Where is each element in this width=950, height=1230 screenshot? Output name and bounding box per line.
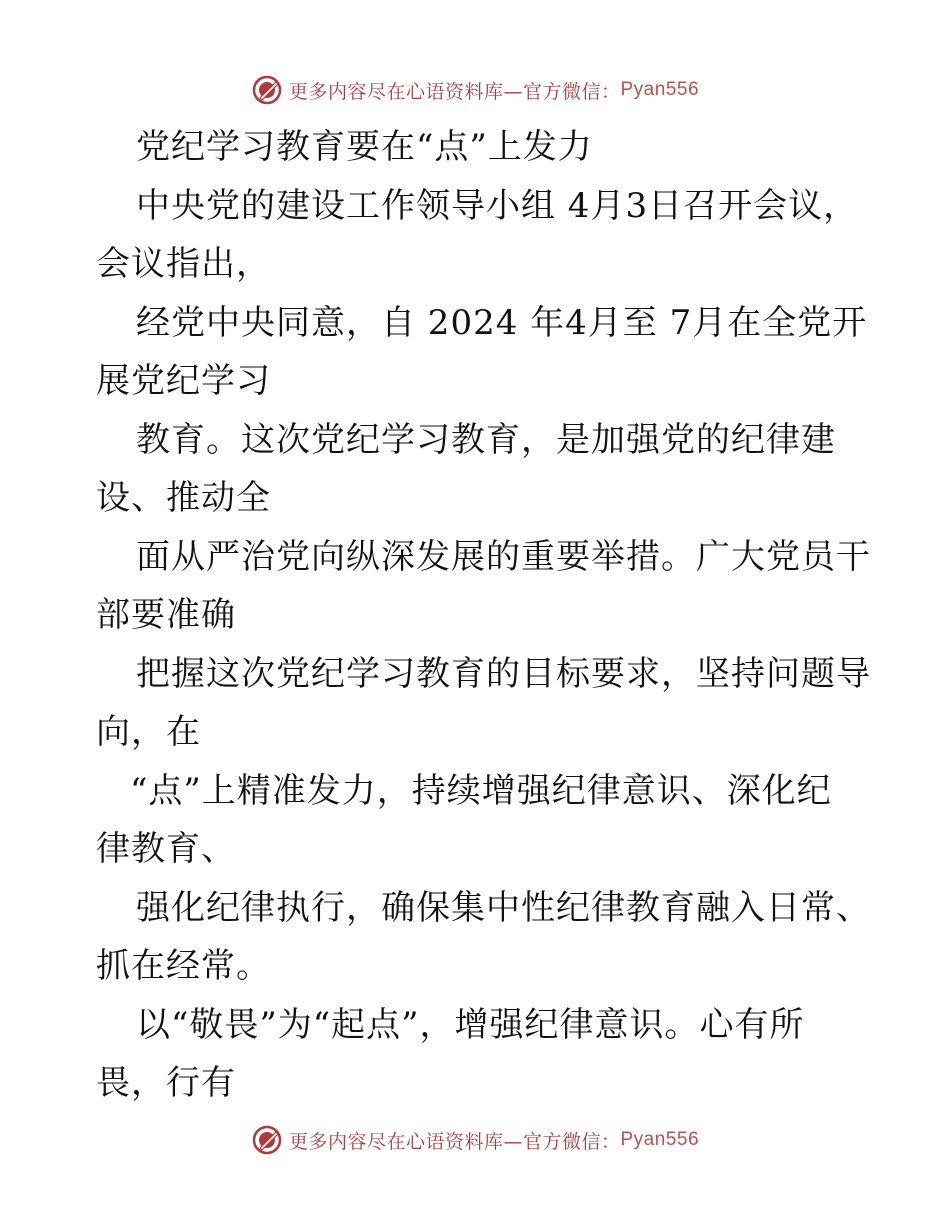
header-handle: Pyan556 — [620, 79, 700, 100]
paragraph-line: 把握这次党纪学习教育的目标要求，坚持问题导 — [136, 653, 871, 694]
paragraph-line: 畏，行有 — [96, 1063, 236, 1103]
paragraph-line: “点”上精准发力，持续增强纪律意识、深化纪 — [130, 770, 832, 811]
header-slogan: 更多内容尽在心语资料库—官方微信： — [288, 80, 621, 103]
paragraph-line: 以“敬畏”为“起点”，增强纪律意识。心有所 — [136, 1004, 805, 1045]
paragraph-line: 设、推动全 — [96, 478, 271, 518]
paragraph-line: 会议指出， — [96, 244, 271, 284]
paragraph-line: 教育。这次党纪学习教育，是加强党的纪律建 — [136, 419, 836, 460]
paragraph-line: 向，在 — [96, 712, 201, 752]
document-body — [96, 118, 871, 1113]
paragraph-line: 强化纪律执行，确保集中性纪律教育融入日常、 — [136, 887, 871, 928]
footer-handle: Pyan556 — [620, 1129, 700, 1150]
paragraph-line: 律教育、 — [96, 829, 236, 869]
paragraph-line: 经党中央同意，自 2024 年4月至 7月在全党开 — [136, 302, 868, 343]
paragraph-line: 抓在经常。 — [96, 946, 271, 986]
footer-slogan: 更多内容尽在心语资料库—官方微信： — [288, 1130, 621, 1153]
paragraph-line: 中央党的建设工作领导小组 4月3日召开会议， — [136, 185, 859, 226]
pen-circle-logo-icon — [251, 1124, 283, 1156]
pen-circle-logo-icon — [251, 74, 283, 106]
paragraph-line: 部要准确 — [96, 595, 236, 635]
header-watermark — [0, 70, 950, 110]
paragraph-line: 面从严治党向纵深发展的重要举措。广大党员干 — [136, 536, 871, 577]
document-title: 党纪学习教育要在“点”上发力 — [136, 127, 593, 167]
footer-watermark — [0, 1120, 950, 1160]
paragraph-line: 展党纪学习 — [96, 361, 271, 401]
